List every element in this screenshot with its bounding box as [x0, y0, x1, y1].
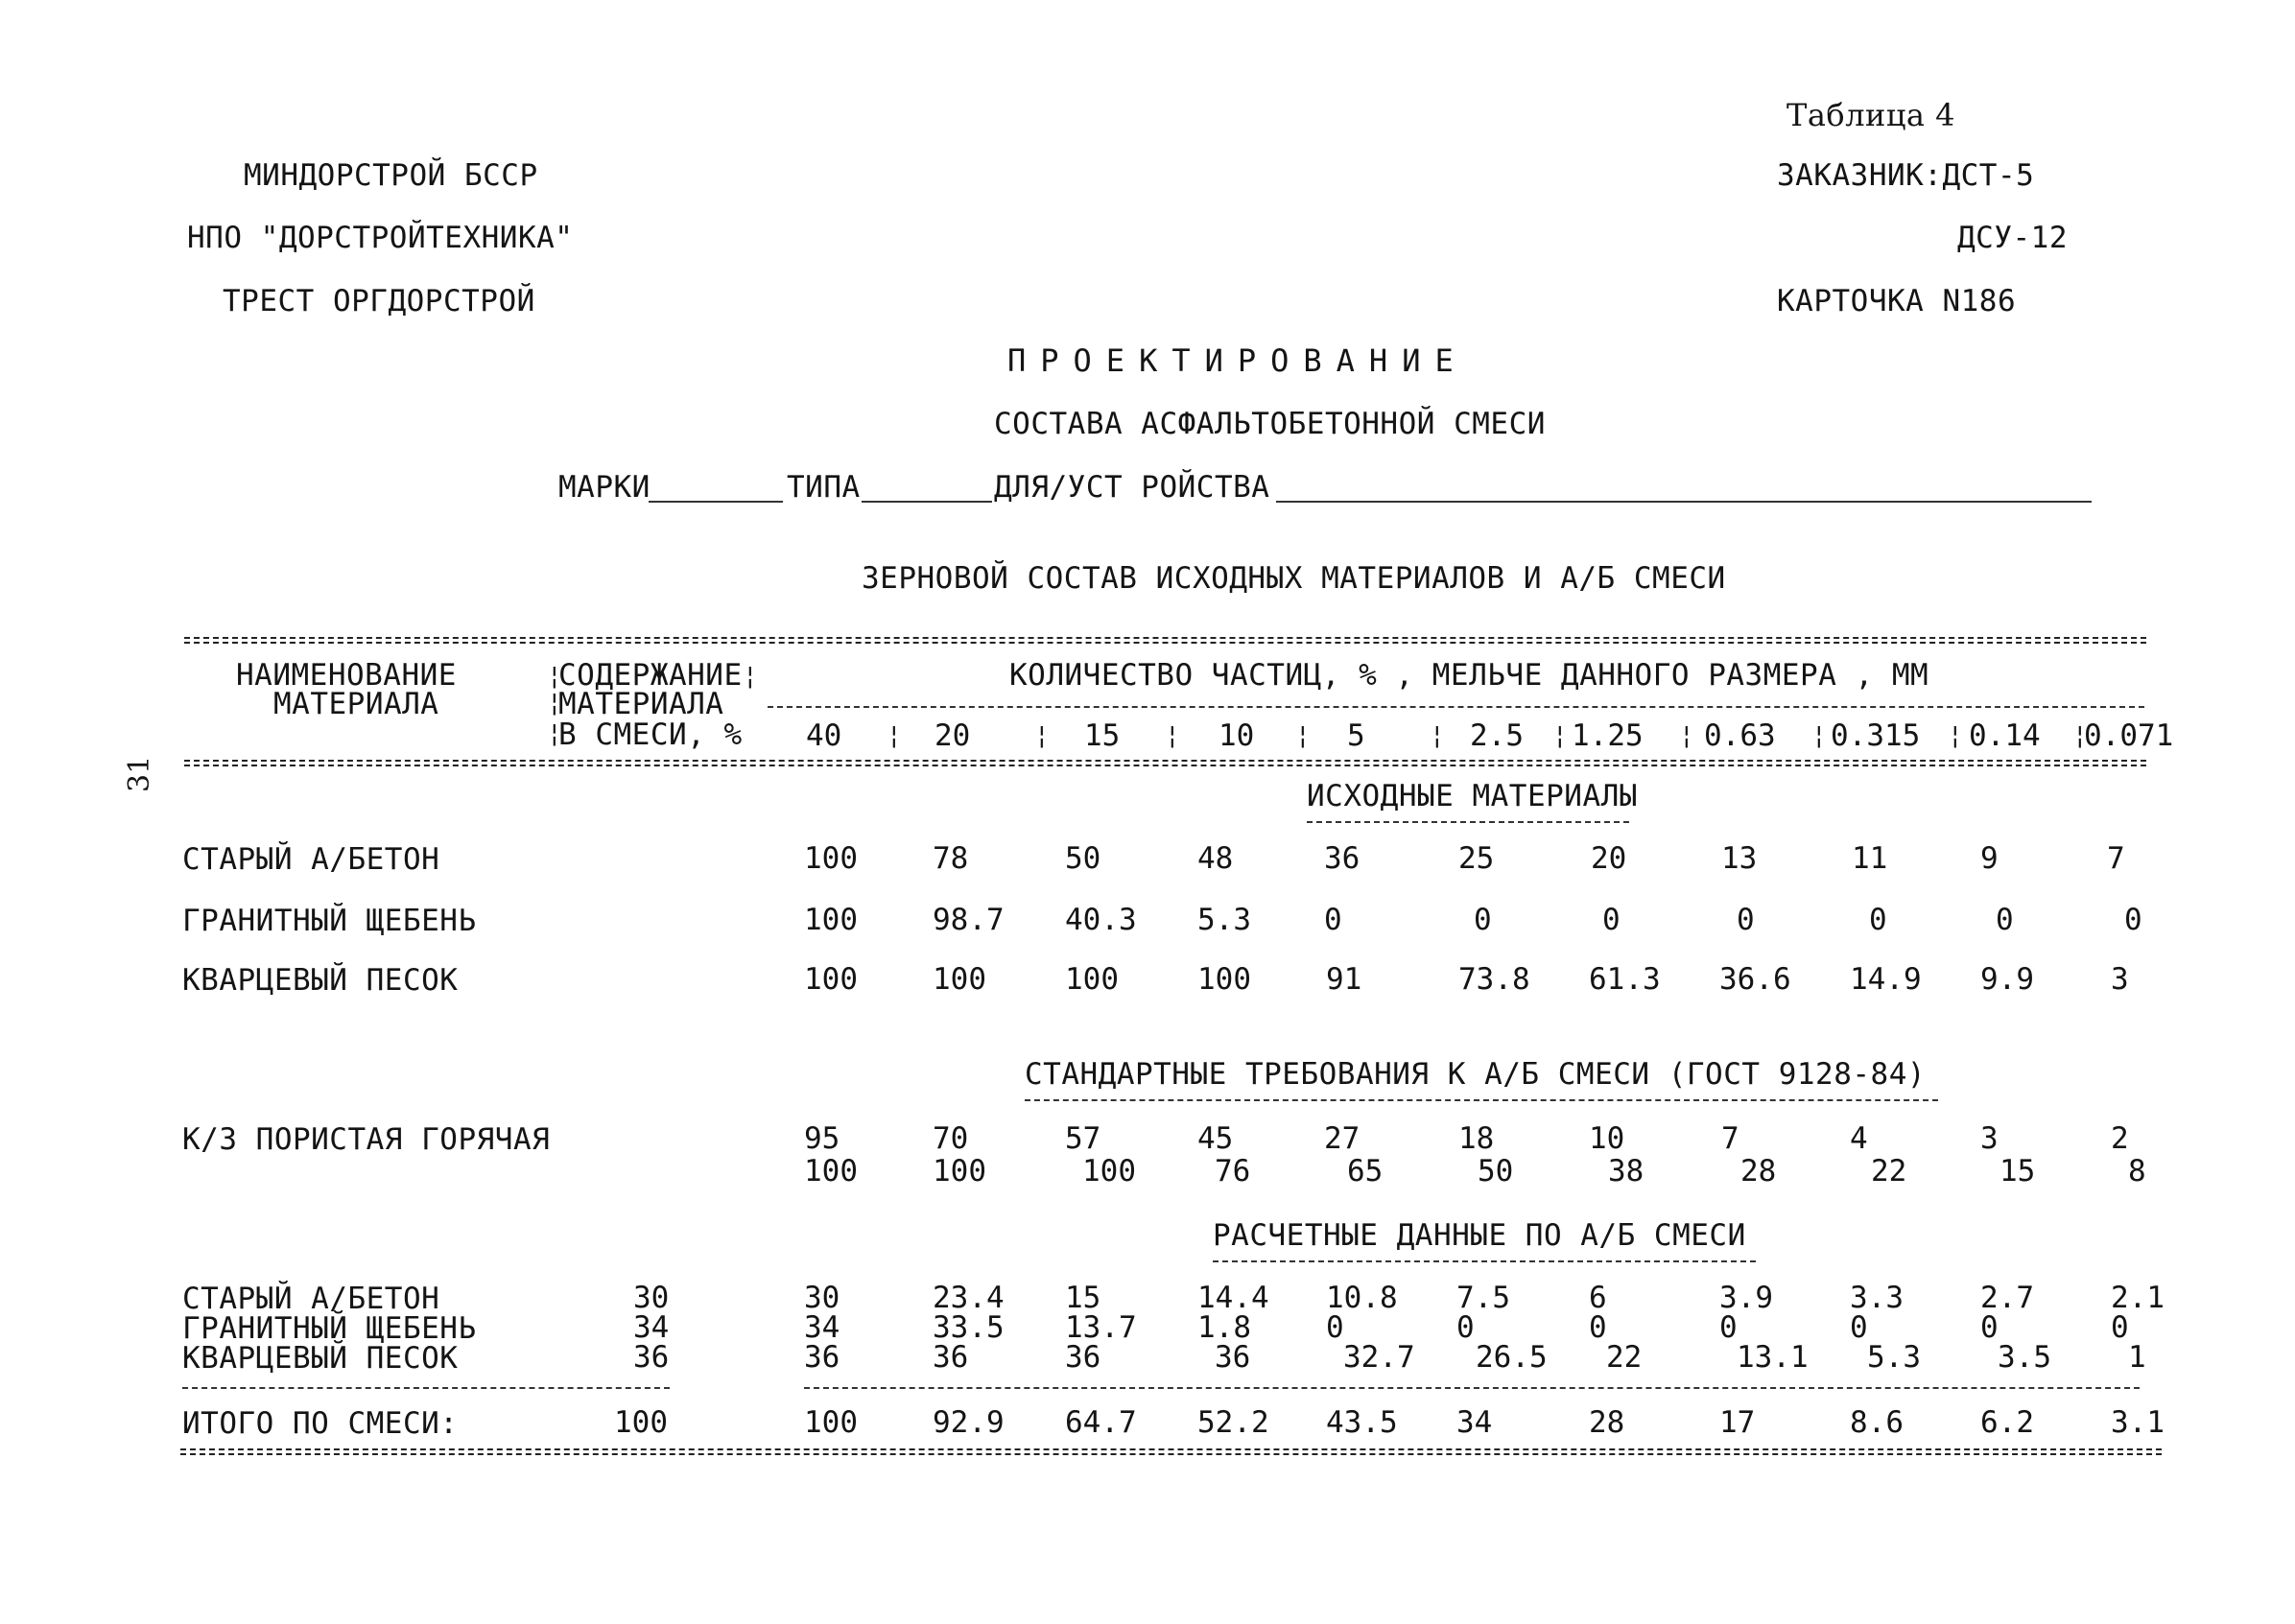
dsu: ДСУ-12: [1957, 221, 2068, 255]
row-name: К/З ПОРИСТАЯ ГОРЯЧАЯ: [182, 1122, 551, 1157]
cell: 0: [2124, 903, 2142, 937]
cell: 0: [1737, 903, 1755, 937]
org-trust: ТРЕСТ ОРГДОРСТРОЙ: [223, 284, 535, 318]
header-bottom-border: [184, 760, 2146, 766]
cell: 9.9: [1980, 962, 2034, 997]
col-separator: ¦: [2072, 721, 2088, 750]
cell-min: 45: [1197, 1121, 1234, 1156]
cell: 33.5: [933, 1310, 1005, 1345]
size-header: 5: [1347, 718, 1365, 753]
cell: 0: [1324, 903, 1342, 937]
purpose-blank: [1276, 501, 2092, 503]
cell: 34: [804, 1310, 840, 1345]
cell: 3.1: [2111, 1405, 2165, 1440]
cell: 9: [1980, 841, 1999, 876]
cell-max: 8: [2128, 1154, 2146, 1189]
cell-max: 100: [1082, 1154, 1136, 1189]
col-separator: ¦: [547, 662, 562, 691]
row-name: КВАРЦЕВЫЙ ПЕСОК: [182, 1341, 459, 1376]
cell: 0: [1589, 1310, 1607, 1345]
cell: 0: [1850, 1310, 1868, 1345]
size-header: 0.071: [2084, 718, 2174, 753]
cell: 0: [1996, 903, 2014, 937]
cell: 14.9: [1850, 962, 1922, 997]
cell: 3.5: [1998, 1340, 2051, 1375]
cell: 1.8: [1197, 1310, 1251, 1345]
customer: ЗАКАЗНИК:ДСТ-5: [1777, 158, 2035, 193]
cell: 100: [1197, 962, 1251, 997]
type-blank: [862, 501, 992, 503]
cell: 2.7: [1980, 1281, 2034, 1315]
col-separator: ¦: [547, 719, 562, 748]
page-number: 31: [123, 755, 156, 792]
col-content-header-3: В СМЕСИ, %: [558, 718, 743, 752]
cell: 32.7: [1343, 1340, 1415, 1375]
cell: 6.2: [1980, 1405, 2034, 1440]
size-header: 2.5: [1470, 718, 1524, 753]
cell: 17: [1719, 1405, 1756, 1440]
col-separator: ¦: [1948, 721, 1963, 750]
cell: 1: [2128, 1340, 2146, 1375]
col-name-header-1: НАИМЕНОВАНИЕ: [236, 658, 457, 693]
col-name-header-2: МАТЕРИАЛА: [273, 687, 439, 721]
cell: 36: [1215, 1340, 1251, 1375]
cell: 5.3: [1867, 1340, 1921, 1375]
col-separator: ¦: [1034, 721, 1050, 750]
cell: 2.1: [2111, 1281, 2165, 1315]
table-top-border: [184, 637, 2146, 644]
cell: 61.3: [1589, 962, 1661, 997]
row-name: СТАРЫЙ А/БЕТОН: [182, 842, 440, 877]
cell-max: 38: [1608, 1154, 1644, 1189]
section-calc-underline: [1213, 1260, 1756, 1262]
cell: 11: [1852, 841, 1888, 876]
section-title: ЗЕРНОВОЙ СОСТАВ ИСХОДНЫХ МАТЕРИАЛОВ И А/Б СМЕСИ: [862, 561, 1726, 596]
org-npo: НПО "ДОРСТРОЙТЕХНИКА": [187, 221, 574, 255]
col-separator: ¦: [1165, 721, 1180, 750]
cell: 26.5: [1476, 1340, 1548, 1375]
grade-label: МАРКИ: [558, 470, 651, 505]
cell: 0: [1326, 1310, 1344, 1345]
cell: 14.4: [1197, 1281, 1269, 1315]
page-subtitle: СОСТАВА АСФАЛЬТОБЕТОННОЙ СМЕСИ: [994, 407, 1546, 441]
cell: 100: [1065, 962, 1119, 997]
cell: 0: [1980, 1310, 1999, 1345]
cell: 100: [804, 1405, 858, 1440]
cell: 7: [2107, 841, 2125, 876]
table-label: Таблица 4: [1786, 97, 1956, 133]
cell-min: 2: [2111, 1121, 2129, 1156]
cell: 13.1: [1737, 1340, 1809, 1375]
cell: 40.3: [1065, 903, 1137, 937]
size-header: 10: [1218, 718, 1255, 753]
cell: 10.8: [1326, 1281, 1398, 1315]
col-group-underline: [768, 706, 2144, 708]
purpose-label: ДЛЯ/УСТ РОЙСТВА: [994, 470, 1270, 505]
cell: 100: [804, 841, 858, 876]
col-separator: ¦: [1295, 721, 1311, 750]
cell-min: 10: [1589, 1121, 1625, 1156]
row-name: КВАРЦЕВЫЙ ПЕСОК: [182, 963, 459, 998]
row-name: СТАРЫЙ А/БЕТОН: [182, 1282, 440, 1316]
cell: 64.7: [1065, 1405, 1137, 1440]
cell: 15: [1065, 1281, 1101, 1315]
size-header: 0.315: [1831, 718, 1921, 753]
cell: 22: [1606, 1340, 1643, 1375]
cell: 0: [1456, 1310, 1475, 1345]
size-header: 15: [1084, 718, 1121, 753]
cell-min: 4: [1850, 1121, 1868, 1156]
cell-max: 100: [933, 1154, 986, 1189]
col-separator: ¦: [887, 721, 902, 750]
cell: 0: [2111, 1310, 2129, 1345]
section-source: ИСХОДНЫЕ МАТЕРИАЛЫ: [1307, 779, 1638, 813]
cell: 100: [804, 962, 858, 997]
cell: 36: [1065, 1340, 1101, 1375]
org-ministry: МИНДОРСТРОЙ БССР: [244, 158, 538, 193]
names-underline: [182, 1387, 670, 1389]
cell: 36: [933, 1340, 969, 1375]
cell: 91: [1326, 962, 1362, 997]
cell-max: 76: [1215, 1154, 1251, 1189]
cell-content: 36: [633, 1340, 670, 1375]
cell: 34: [1456, 1405, 1493, 1440]
cell: 3.3: [1850, 1281, 1904, 1315]
cell: 52.2: [1197, 1405, 1269, 1440]
cell: 13: [1721, 841, 1758, 876]
cell: 8.6: [1850, 1405, 1904, 1440]
cell: 36: [804, 1340, 840, 1375]
cell-min: 57: [1065, 1121, 1101, 1156]
row-name: ГРАНИТНЫЙ ЩЕБЕНЬ: [182, 904, 477, 938]
card-number: КАРТОЧКА N186: [1777, 284, 2017, 318]
values-underline: [804, 1387, 2140, 1389]
cell: 30: [804, 1281, 840, 1315]
cell: 28: [1589, 1405, 1625, 1440]
size-header: 20: [935, 718, 971, 753]
cell-content: 30: [633, 1281, 670, 1315]
size-header: 1.25: [1572, 718, 1644, 753]
size-header: 0.14: [1969, 718, 2041, 753]
col-separator: ¦: [1811, 721, 1827, 750]
row-name: ГРАНИТНЫЙ ЩЕБЕНЬ: [182, 1311, 477, 1346]
cell: 20: [1591, 841, 1627, 876]
cell-min: 70: [933, 1121, 969, 1156]
cell-max: 65: [1347, 1154, 1384, 1189]
cell: 100: [933, 962, 986, 997]
col-separator: ¦: [1430, 721, 1445, 750]
cell: 98.7: [933, 903, 1005, 937]
cell: 25: [1458, 841, 1495, 876]
col-separator: ¦: [1552, 721, 1568, 750]
section-standard: СТАНДАРТНЫЕ ТРЕБОВАНИЯ К А/Б СМЕСИ (ГОСТ 9128-84): [1025, 1057, 1927, 1092]
cell-max: 50: [1478, 1154, 1514, 1189]
cell: 3: [2111, 962, 2129, 997]
page-title: ПРОЕКТИРОВАНИЕ: [1007, 342, 1468, 379]
cell: 43.5: [1326, 1405, 1398, 1440]
cell-min: 7: [1721, 1121, 1739, 1156]
cell: 92.9: [933, 1405, 1005, 1440]
section-standard-underline: [1025, 1099, 1938, 1101]
table-bottom-border: [180, 1448, 2162, 1455]
section-calc: РАСЧЕТНЫЕ ДАННЫЕ ПО А/Б СМЕСИ: [1213, 1218, 1746, 1253]
cell: 48: [1197, 841, 1234, 876]
cell-min: 18: [1458, 1121, 1495, 1156]
cell-max: 15: [1999, 1154, 2036, 1189]
size-header: 0.63: [1704, 718, 1776, 753]
cell-min: 27: [1324, 1121, 1360, 1156]
cell: 78: [933, 841, 969, 876]
col-group-header: КОЛИЧЕСТВО ЧАСТИЦ, % , МЕЛЬЧЕ ДАННОГО РАЗМЕРА , ММ: [1009, 658, 1929, 693]
cell: 0: [1869, 903, 1887, 937]
cell: 0: [1719, 1310, 1738, 1345]
cell: 13.7: [1065, 1310, 1137, 1345]
col-content-header-1: СОДЕРЖАНИЕ: [558, 658, 743, 693]
cell-max: 28: [1740, 1154, 1777, 1189]
cell: 3.9: [1719, 1281, 1773, 1315]
cell-min: 3: [1980, 1121, 1999, 1156]
size-header: 40: [806, 718, 842, 753]
cell-max: 22: [1871, 1154, 1907, 1189]
col-separator: ¦: [743, 662, 758, 691]
col-separator: ¦: [547, 689, 562, 718]
cell: 100: [804, 903, 858, 937]
grade-blank: [649, 501, 783, 503]
col-separator: ¦: [1679, 721, 1694, 750]
cell-max: 100: [804, 1154, 858, 1189]
cell-content: 34: [633, 1310, 670, 1345]
cell-content: 100: [614, 1405, 668, 1440]
type-label: ТИПА: [787, 470, 861, 505]
cell: 73.8: [1458, 962, 1530, 997]
cell: 36: [1324, 841, 1360, 876]
col-content-header-2: МАТЕРИАЛА: [558, 687, 724, 721]
section-source-underline: [1307, 821, 1629, 823]
cell: 6: [1589, 1281, 1607, 1315]
cell-min: 95: [804, 1121, 840, 1156]
cell: 36.6: [1719, 962, 1791, 997]
row-name: ИТОГО ПО СМЕСИ:: [182, 1406, 459, 1441]
cell: 0: [1474, 903, 1492, 937]
cell: 7.5: [1456, 1281, 1510, 1315]
cell: 0: [1602, 903, 1621, 937]
cell: 50: [1065, 841, 1101, 876]
cell: 23.4: [933, 1281, 1005, 1315]
cell: 5.3: [1197, 903, 1251, 937]
